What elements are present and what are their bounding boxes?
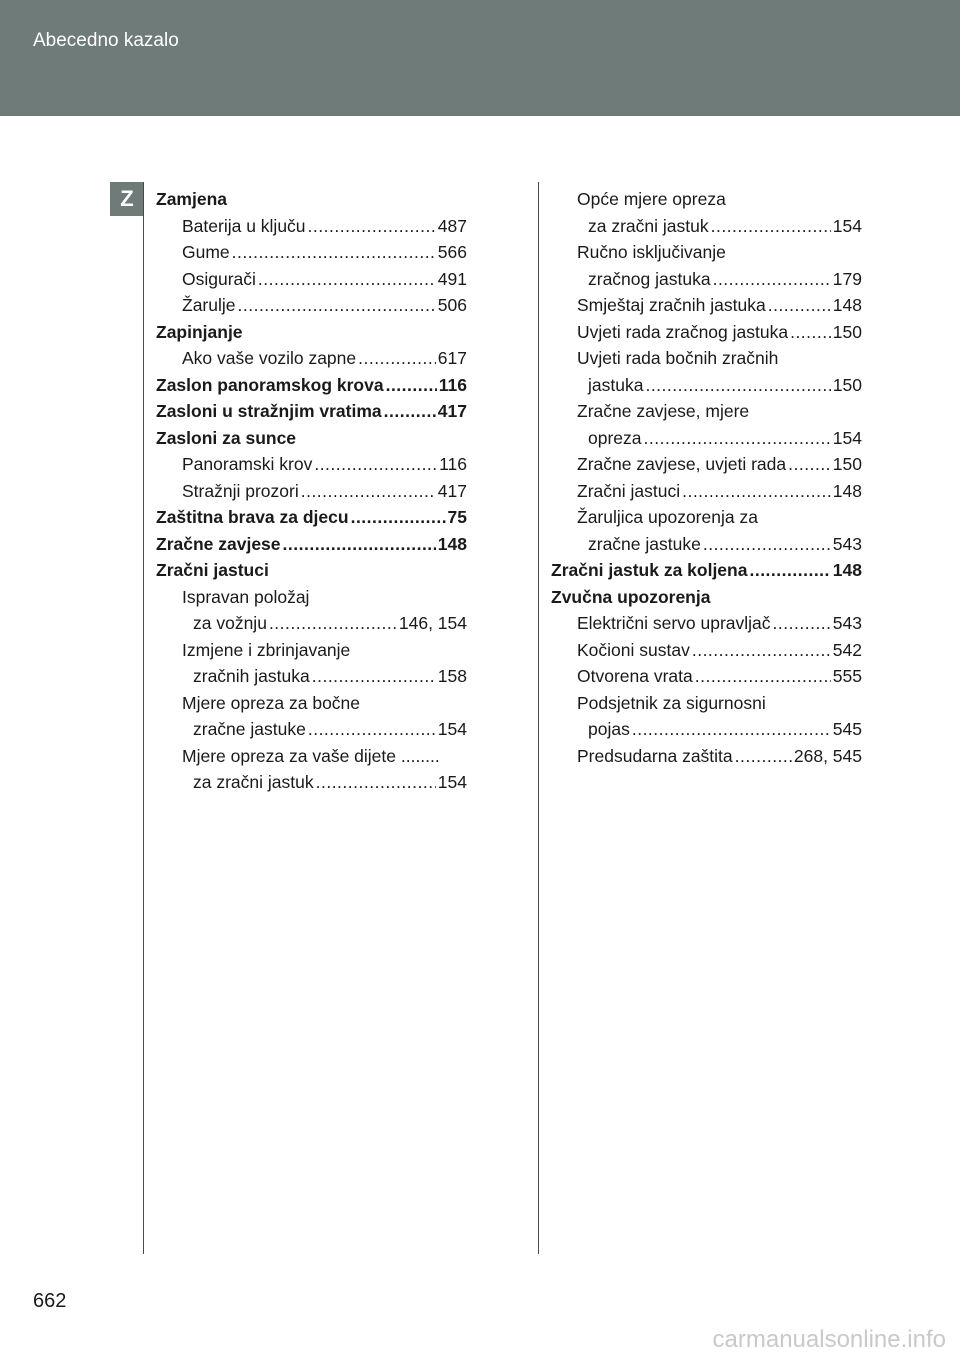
index-page-ref: 154 (832, 215, 862, 236)
dot-leader (308, 716, 436, 743)
index-term: za vožnju (193, 613, 267, 633)
index-entry (156, 451, 467, 478)
index-entry (551, 345, 862, 372)
index-entry (551, 557, 862, 584)
index-term: Izmjene i zbrinjavanje (182, 639, 351, 660)
index-page-ref: 154 (437, 719, 467, 739)
index-term: Panoramski krov (182, 454, 313, 474)
index-page-ref: 146, 154 (398, 613, 467, 633)
index-term: Smještaj zračnih jastuka (577, 295, 766, 315)
index-entry (551, 690, 862, 717)
dot-leader (703, 531, 831, 558)
index-term: Mjere opreza za bočne (182, 692, 361, 713)
dot-leader (386, 372, 437, 399)
index-entry (156, 743, 467, 770)
column-divider-left (143, 182, 144, 1254)
index-term: Ako vaše vozilo zapne (182, 348, 357, 368)
index-term: Mjere opreza za vaše dijete ........ (182, 745, 440, 766)
dot-leader (312, 663, 436, 690)
index-term: Zračne zavjese, uvjeti rada (577, 454, 787, 474)
index-entry (156, 345, 467, 372)
index-page-ref: 75 (447, 507, 467, 527)
index-term: pojas (588, 719, 630, 739)
index-term: Električni servo upravljač (577, 613, 771, 633)
index-page-ref: 158 (437, 666, 467, 686)
dot-leader (692, 637, 831, 664)
dot-leader (232, 239, 436, 266)
index-entry (551, 716, 862, 743)
index-page-ref: 417 (437, 401, 467, 421)
index-entry (156, 504, 467, 531)
index-term: zračne jastuke (588, 533, 701, 554)
index-entry (551, 266, 862, 293)
dot-leader (749, 557, 830, 584)
index-entry (551, 743, 862, 770)
dot-leader (358, 345, 436, 372)
index-term: Zaštitna brava za djecu (156, 507, 349, 527)
index-page-ref: 417 (437, 480, 467, 501)
dot-leader (788, 451, 831, 478)
index-page-ref: 566 (437, 242, 467, 262)
header-band (0, 0, 960, 116)
index-entry (156, 478, 467, 505)
index-entry (551, 504, 862, 531)
index-page-ref: 150 (832, 454, 862, 474)
index-entry (551, 425, 862, 452)
index-term: Ispravan položaj (182, 586, 310, 607)
index-page-ref: 179 (832, 268, 862, 289)
index-term: Zasloni u stražnjim vratima (156, 401, 382, 421)
index-term: za zračni jastuk (588, 215, 709, 236)
page-number: 662 (33, 1290, 67, 1312)
index-term: Stražnji prozori (182, 480, 299, 501)
dot-leader (316, 769, 436, 796)
index-term: Kočioni sustav (577, 639, 690, 660)
index-term: Uvjeti rada bočnih zračnih (577, 348, 779, 368)
index-page-ref: 148 (832, 480, 862, 501)
index-page-ref: 542 (832, 639, 862, 660)
index-page-ref: 148 (832, 295, 862, 315)
watermark: carmanualsonline.info (712, 1326, 946, 1353)
index-page-ref: 116 (438, 374, 467, 395)
index-page-ref: 268, 545 (793, 745, 862, 766)
index-term: Zaslon panoramskog krova (156, 374, 384, 395)
index-term: Zamjena (156, 189, 227, 209)
index-page-ref: 487 (437, 215, 467, 236)
index-entry (551, 292, 862, 319)
index-entry (551, 319, 862, 346)
index-entry (156, 637, 467, 664)
index-term: Zračne zavjese (156, 533, 281, 554)
index-page-ref: 543 (832, 613, 862, 633)
index-entry (551, 398, 862, 425)
index-term: zračnog jastuka (588, 268, 711, 289)
dot-leader (682, 478, 831, 505)
dot-leader (269, 610, 397, 637)
index-entry (156, 557, 467, 584)
index-term: Zračni jastuci (156, 560, 269, 580)
index-entry (156, 319, 467, 346)
index-page-ref: 154 (437, 772, 467, 792)
header-title: Abecedno kazalo (33, 30, 179, 51)
dot-leader (238, 292, 436, 319)
dot-leader (384, 398, 436, 425)
index-entry (551, 186, 862, 213)
dot-leader (351, 504, 446, 531)
index-entry (156, 425, 467, 452)
index-page-ref: 491 (437, 268, 467, 289)
index-entry (551, 637, 862, 664)
index-entry (156, 239, 467, 266)
index-page-ref: 148 (832, 560, 862, 580)
index-term: zračnih jastuka (193, 666, 310, 686)
index-entry (551, 584, 862, 611)
index-term: Gume (182, 242, 230, 262)
index-entry (156, 610, 467, 637)
index-entry (156, 292, 467, 319)
column-divider-middle (538, 182, 539, 1254)
index-term: Osigurači (182, 268, 256, 289)
index-entry (551, 531, 862, 558)
index-term: za zračni jastuk (193, 772, 314, 792)
dot-leader (258, 266, 436, 293)
dot-leader (695, 663, 831, 690)
index-term: Zračni jastuci (577, 480, 681, 501)
index-term: Žarulje (182, 295, 236, 315)
index-entry (551, 478, 862, 505)
index-term: jastuka (588, 374, 644, 395)
index-page-ref: 150 (832, 374, 862, 395)
index-page-ref: 555 (832, 666, 862, 686)
index-term: Ručno isključivanje (577, 242, 726, 262)
index-term: Zračni jastuk za koljena (551, 560, 748, 580)
index-page-ref: 148 (437, 533, 467, 554)
index-entry (551, 239, 862, 266)
index-page-ref: 116 (439, 454, 467, 474)
index-term: Zračne zavjese, mjere (577, 401, 750, 421)
index-term: Opće mjere opreza (577, 189, 726, 209)
index-term: Zvučna upozorenja (551, 586, 711, 607)
dot-leader (713, 266, 831, 293)
index-entry (156, 531, 467, 558)
index-page-ref: 506 (437, 295, 467, 315)
index-term: Žaruljica upozorenja za (577, 507, 758, 527)
dot-leader (308, 213, 436, 240)
index-entry (156, 186, 467, 213)
index-term: Zapinjanje (156, 321, 243, 342)
dot-leader (790, 319, 831, 346)
index-term: Predsudarna zaštita (577, 745, 733, 766)
index-entry (156, 213, 467, 240)
index-entry (551, 451, 862, 478)
index-entry (156, 690, 467, 717)
dot-leader (773, 610, 831, 637)
dot-leader (632, 716, 831, 743)
section-letter-tab: Z (110, 182, 144, 216)
index-page-ref: 543 (832, 533, 862, 554)
dot-leader (768, 292, 831, 319)
index-entry (156, 716, 467, 743)
index-page-ref: 154 (832, 427, 862, 448)
dot-leader (645, 372, 830, 399)
index-page-ref: 150 (832, 321, 862, 342)
index-term: zračne jastuke (193, 719, 306, 739)
index-entry (551, 213, 862, 240)
index-page-ref: 617 (437, 348, 467, 368)
index-column-right (551, 186, 862, 769)
dot-leader (314, 451, 437, 478)
index-term: Otvorena vrata (577, 666, 693, 686)
dot-leader (711, 213, 831, 240)
dot-leader (301, 478, 436, 505)
index-entry (551, 372, 862, 399)
index-term: opreza (588, 427, 642, 448)
index-term: Uvjeti rada zračnog jastuka (577, 321, 789, 342)
dot-leader (735, 743, 792, 770)
index-entry (156, 769, 467, 796)
dot-leader (644, 425, 831, 452)
index-entry (156, 584, 467, 611)
index-column-left (156, 186, 467, 796)
index-entry (551, 663, 862, 690)
index-entry (156, 266, 467, 293)
index-term: Zasloni za sunce (156, 427, 297, 448)
index-term: Baterija u ključu (182, 215, 306, 236)
index-page-ref: 545 (832, 719, 862, 739)
index-entry (156, 663, 467, 690)
index-term: Podsjetnik za sigurnosni (577, 692, 766, 713)
index-entry (156, 372, 467, 399)
index-entry (551, 610, 862, 637)
index-entry (156, 398, 467, 425)
dot-leader (283, 531, 436, 558)
